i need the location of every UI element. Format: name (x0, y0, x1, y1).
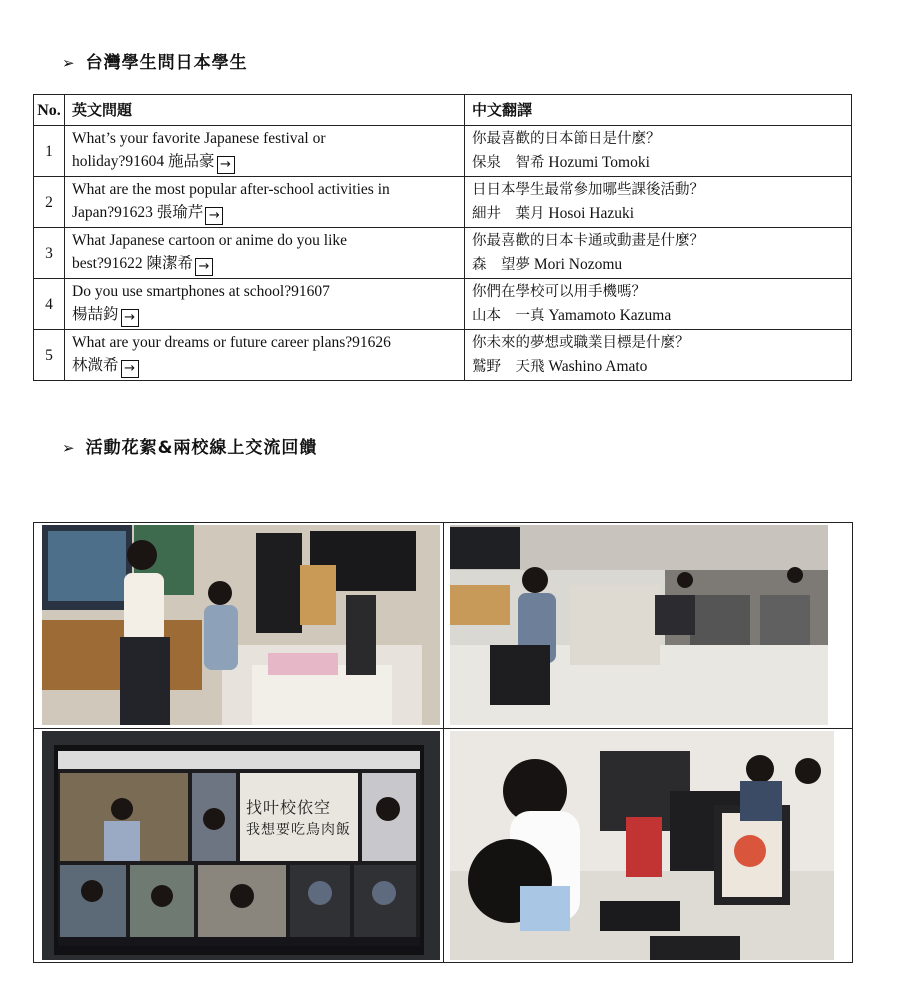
english-question: What Japanese cartoon or anime do you like best?91622 陳潔希 → (65, 228, 465, 279)
photo-computer-lab (450, 525, 828, 725)
section-heading-activities (62, 433, 317, 458)
boxed-arrow-icon: → (217, 156, 235, 174)
photo-classroom-teacher (42, 525, 440, 725)
row-number: 2 (34, 177, 65, 228)
section-heading-questions (62, 48, 248, 73)
arrow-bullet-icon: ➢ (62, 54, 76, 72)
chinese-translation: 日日本學生最常參加哪些課後活動？ 細井 葉月 Hosoi Hazuki (465, 177, 852, 228)
table-row (34, 177, 852, 228)
english-question: What are your dreams or future career plans?91626 林溦希 → (65, 330, 465, 381)
arrow-bullet-icon: ➢ (62, 439, 76, 457)
chinese-translation: 你最喜歡的日本節日是什麼？ 保泉 智希 Hozumi Tomoki (465, 126, 852, 177)
header-english: 英文問題 (65, 95, 465, 126)
english-question: Do you use smartphones at school?91607 楊喆鈞 → (65, 279, 465, 330)
section-title: 台灣學生問日本學生 (85, 53, 248, 73)
header-no: No. (34, 95, 65, 126)
questions-table (33, 94, 852, 381)
row-number: 3 (34, 228, 65, 279)
section-title: 活動花絮&兩校線上交流回饋 (85, 438, 318, 458)
handwritten-sign: 找叶校依空 我想要吃鳥肉飯 (246, 798, 351, 838)
boxed-arrow-icon: → (195, 258, 213, 276)
boxed-arrow-icon: → (121, 309, 139, 327)
header-chinese: 中文翻譯 (465, 95, 852, 126)
photo-video-call (42, 731, 440, 960)
grid-divider (34, 728, 852, 729)
table-row (34, 330, 852, 381)
row-number: 1 (34, 126, 65, 177)
boxed-arrow-icon: → (121, 360, 139, 378)
boxed-arrow-icon: → (205, 207, 223, 225)
row-number: 5 (34, 330, 65, 381)
photo-students-headsets (450, 731, 834, 960)
table-row (34, 126, 852, 177)
table-header-row (34, 95, 852, 126)
chinese-translation: 你最喜歡的日本卡通或動畫是什麼？ 森 望夢 Mori Nozomu (465, 228, 852, 279)
table-row (34, 228, 852, 279)
table-row (34, 279, 852, 330)
photo-grid (33, 522, 853, 963)
english-question: What’s your favorite Japanese festival or holiday?91604 施品豪 → (65, 126, 465, 177)
chinese-translation: 你們在學校可以用手機嗎？ 山本 一真 Yamamoto Kazuma (465, 279, 852, 330)
grid-divider (443, 523, 444, 962)
chinese-translation: 你未來的夢想或職業目標是什麼？ 鷲野 天飛 Washino Amato (465, 330, 852, 381)
row-number: 4 (34, 279, 65, 330)
english-question: What are the most popular after-school activities in Japan?91623 張瑜芹 → (65, 177, 465, 228)
